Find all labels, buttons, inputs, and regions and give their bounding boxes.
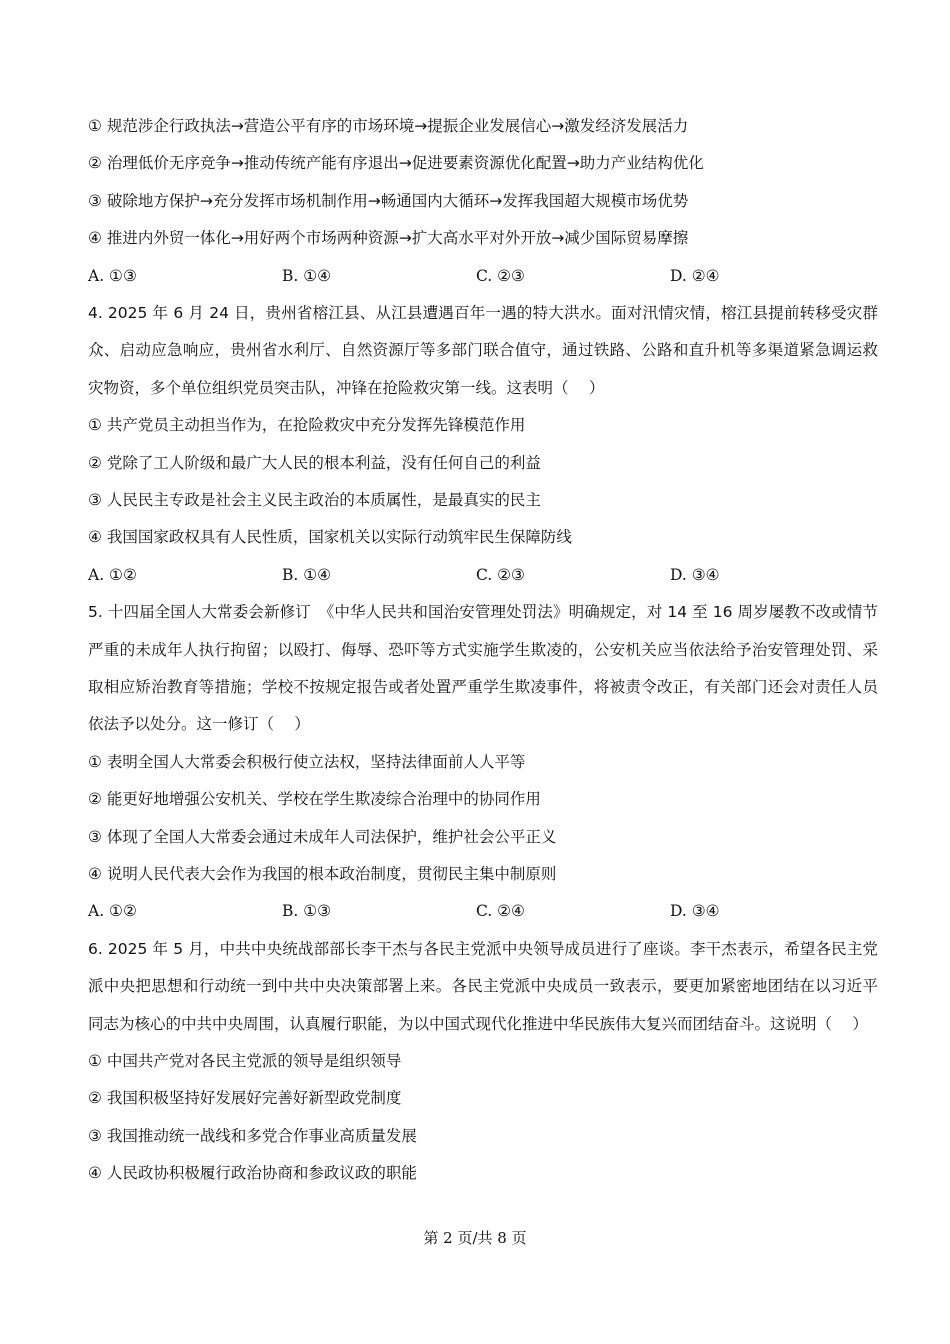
q4-statement-1: ① 共产党员主动担当作为，在抢险救灾中充分发挥先锋模范作用 (88, 416, 526, 435)
q6-statement-2: ② 我国积极坚持好发展好完善好新型政党制度 (88, 1089, 402, 1108)
q5-option-a: A. ①② (88, 902, 137, 921)
q5-option-d: D. ③④ (670, 902, 720, 921)
q3-statement-1: ① 规范涉企行政执法→营造公平有序的市场环境→提振企业发展信心→激发经济发展活力 (88, 117, 689, 135)
q4-option-a: A. ①② (88, 565, 137, 584)
q5-statement-4: ④ 说明人民代表大会作为我国的根本政治制度，贯彻民主集中制原则 (88, 864, 557, 883)
q5-option-c: C. ②④ (476, 902, 525, 921)
q6-statement-3: ③ 我国推动统一战线和多党合作事业高质量发展 (88, 1126, 417, 1145)
q4-statement-4: ④ 我国国家政权具有人民性质，国家机关以实际行动筑牢民生保障防线 (88, 528, 572, 547)
q3-statement-4: ④ 推进内外贸一体化→用好两个市场两种资源→扩大高水平对外开放→减少国际贸易摩擦 (88, 229, 689, 248)
q3-statement-2: ② 治理低价无序竞争→推动传统产能有序退出→促进要素资源优化配置→助力产业结构优化 (88, 154, 704, 173)
q5-options (88, 893, 878, 930)
q3-option-c: C. ②③ (476, 266, 525, 285)
q4-statement-2: ② 党除了工人阶级和最广大人民的根本利益，没有任何自己的利益 (88, 453, 541, 472)
question-5 (88, 594, 878, 931)
q3-option-a: A. ①③ (88, 266, 137, 285)
q4-option-b: B. ①④ (282, 565, 332, 584)
q5-option-b: B. ①③ (282, 902, 332, 921)
q3-option-d: D. ②④ (670, 266, 720, 285)
q4-option-d: D. ③④ (670, 565, 720, 584)
q5-statement-2: ② 能更好地增强公安机关、学校在学生欺凌综合治理中的协同作用 (88, 790, 541, 809)
q6-statement-1: ① 中国共产党对各民主党派的领导是组织领导 (88, 1051, 402, 1070)
q4-statement-3: ③ 人民民主专政是社会主义民主政治的本质属性，是最真实的民主 (88, 490, 541, 509)
question-4 (88, 295, 878, 594)
q5-stem: 5. 十四届全国人大常委会新修订 《中华人民共和国治安管理处罚法》明确规定，对 14 至 16 周岁屡教不改或情节严重的未成年人执行拘留；以殴打、侮辱、恐吓等方式实施学生欺凌的，公安机关应当依法给予治安管理处罚、采取相应矫治教育等措施；学校不按规定报告或者处置严重学生欺凌事件，将被责令改正，有关部门还会对责任人员依法予以处分。这一修订（ ） (88, 603, 878, 734)
q3-statement-3: ③ 破除地方保护→充分发挥市场机制作用→畅通国内大循环→发挥我国超大规模市场优势 (88, 191, 689, 210)
question-6 (88, 931, 878, 1193)
q3-options (88, 258, 878, 295)
q5-statement-1: ① 表明全国人大常委会积极行使立法权，坚持法律面前人人平等 (88, 752, 526, 771)
q6-statement-4: ④ 人民政协积极履行政治协商和参政议政的职能 (88, 1164, 417, 1183)
exam-page (88, 108, 878, 1192)
question-3 (88, 108, 878, 295)
page-footer: 第 2 页/共 8 页 (423, 1229, 527, 1247)
q6-stem: 6. 2025 年 5 月，中共中央统战部部长李干杰与各民主党派中央领导成员进行了座谈。李干杰表示，希望各民主党派中央把思想和行动统一到中共中央决策部署上来。各民主党派中央成员一致表示，要更加紧密地团结在以习近平同志为核心的中共中央周围，认真履行职能，为以中国式现代化推进中华民族伟大复兴而团结奋斗。这说明（ ） (88, 939, 878, 1033)
q4-options (88, 557, 878, 594)
q3-option-b: B. ①④ (282, 266, 332, 285)
q4-stem: 4. 2025 年 6 月 24 日，贵州省榕江县、从江县遭遇百年一遇的特大洪水。面对汛情灾情，榕江县提前转移受灾群众、启动应急响应，贵州省水利厅、自然资源厅等多部门联合值守，通过铁路、公路和直升机等多渠道紧急调运救灾物资，多个单位组织党员突击队，冲锋在抢险救灾第一线。这表明（ ） (88, 303, 878, 397)
q4-option-c: C. ②③ (476, 565, 525, 584)
q5-statement-3: ③ 体现了全国人大常委会通过未成年人司法保护，维护社会公平正义 (88, 827, 557, 846)
